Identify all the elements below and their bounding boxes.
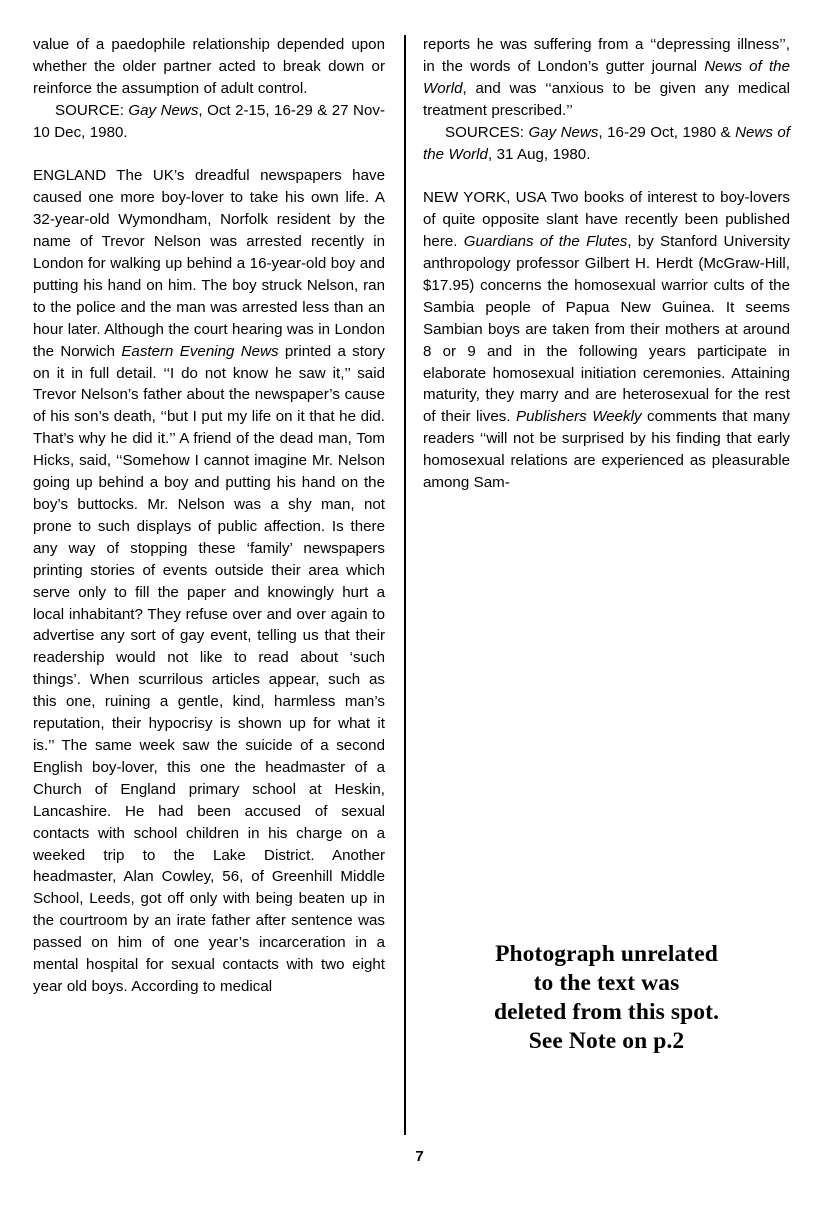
note-line: Photograph unrelated bbox=[495, 941, 718, 967]
text-run: ENGLAND The UK’s dreadful newspapers have caused one more boy-lover to take his own life. A 32-year-old Wymondham, Norfolk resident by the name of Trevor Nelson was arrested recently in London for walking up behind a 16-year-old boy and putting his hand on him. The boy struck Nelson, ran to the police and the man was arrested less than an hour later. Although the court hearing was in London the Norwich bbox=[33, 167, 385, 360]
text-run: comments that many readers ‘‘will not be surprised by his finding that early homosexual relations are experienced as pleasurable among Sam- bbox=[423, 408, 790, 492]
left-text-column bbox=[33, 34, 385, 998]
note-line: See Note on p.2 bbox=[528, 1028, 685, 1054]
page-number: 7 bbox=[415, 1148, 424, 1165]
text-run: value of a paedophile relationship depended upon whether the older partner acted to break down or reinforce the assumption of adult control. bbox=[33, 36, 385, 97]
paragraph-england-item-continued bbox=[423, 34, 790, 122]
text-run: printed a story on it in full detail. ‘‘I do not know he saw it,’’ said Trevor Nelson’s father about the newspaper’s cause of his son’s death, ‘‘but I put my life on it that he did. That’s why he did it.’’ A friend of the dead man, Tom Hicks, said, ‘‘Somehow I cannot imagine Mr. Nelson going up behind a boy and putting his hand on the boy’s buttocks. Mr. Nelson was a shy man, not prone to such displays of public affection. Is there any way of stopping these ‘family’ newspapers printing stories of events outside their area which serve only to fill the paper and knowingly hurt a local inhabitant? They refuse over and over again to advertise any sort of gay event, telling us that their readership would not like to read about ‘such things’. When scurrilous articles appear, such as this one, ruining a gentle, kind, harmless man’s reputation, their hypocrisy is shown up for what it is.’’ The same week saw the suicide of a second English boy-lover, this one the headmaster of a Church of England primary school at Heskin, Lancashire. He had been accused of sexual contacts with school children in his charge on a weeked trip to the Lake District. Another headmaster, Alan Cowley, 56, of Greenhill Middle School, Leeds, got off only with being beaten up in the courtroom by an irate father after sentence was passed on him of one year’s incarceration in a mental hospital for sexual contacts with two eight year old boys. According to medical bbox=[33, 342, 385, 995]
paragraph-source-gay-news bbox=[33, 100, 385, 144]
paragraph-england-item bbox=[33, 165, 385, 997]
right-text-column bbox=[423, 34, 790, 494]
text-run: SOURCE: bbox=[55, 101, 129, 119]
text-run: , by Stanford University anthropology professor Gilbert H. Herdt (McGraw-Hill, $17.95) concerns the homosexual warrior cults of the Sambia people of Papua New Guinea. It seems Sambian boys are taken from their mothers at around 8 or 9 and in the following years participate in elaborate homosexual initiation ceremonies. Attaining maturity, they marry and are heterosexual for the rest of their lives. bbox=[423, 233, 790, 426]
italic-title-run: Eastern Evening News bbox=[121, 342, 279, 360]
text-run: , Oct 2-15, 16-29 & 27 Nov-10 Dec, 1980. bbox=[33, 101, 385, 141]
photo-removed-note bbox=[423, 940, 790, 1056]
italic-title-run: News of the World bbox=[423, 57, 790, 97]
italic-title-run: Guardians of the Flutes bbox=[463, 233, 628, 251]
text-run: SOURCES: bbox=[445, 123, 529, 141]
italic-title-run: News of the World bbox=[423, 123, 790, 163]
note-line: to the text was bbox=[533, 970, 680, 996]
paragraph-continued-body bbox=[33, 34, 385, 100]
text-run: , 31 Aug, 1980. bbox=[487, 145, 591, 163]
italic-title-run: Gay News bbox=[528, 123, 599, 141]
italic-title-run: Publishers Weekly bbox=[516, 408, 642, 426]
paragraph-new-york-item bbox=[423, 187, 790, 494]
column-divider-rule bbox=[404, 35, 406, 1135]
italic-title-run: Gay News bbox=[128, 101, 199, 119]
text-run: , 16-29 Oct, 1980 & bbox=[598, 123, 736, 141]
note-line: deleted from this spot. bbox=[493, 999, 720, 1025]
text-run: NEW YORK, USA Two books of interest to boy-lovers of quite opposite slant have recently been published here. bbox=[423, 189, 790, 251]
paragraph-sources-gay-news-notw bbox=[423, 122, 790, 166]
text-run: reports he was suffering from a ‘‘depressing illness’’, in the words of London’s gutter journal bbox=[423, 36, 790, 75]
text-run: , and was ‘‘anxious to be given any medical treatment prescribed.’’ bbox=[423, 79, 790, 119]
